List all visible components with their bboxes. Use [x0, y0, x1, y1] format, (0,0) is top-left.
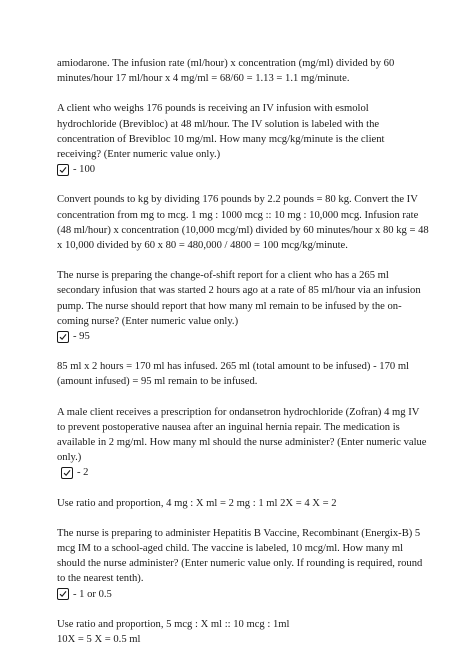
answer-text: - 1 or 0.5 — [73, 588, 112, 600]
explanation-hepatitis-b — [57, 617, 429, 647]
question-hepatitis-b: The nurse is preparing to administer Hepatitis B Vaccine, Recombinant (Energix-B) 5 mcg IM to a school-aged child. The vaccine is labeled, 10 mcg/ml. How many ml should the nurse administer? (Enter numeric value only. If rounding is required, round to the nearest tenth). — [57, 527, 423, 585]
question-ondansetron: A male client receives a prescription for ondansetron hydrochloride (Zofran) 4 mg IV to prevent postoperative nausea after an inguinal hernia repair. The medication is available in 2 mg/ml. How many ml should the nurse administer? (Enter numeric value only.) — [57, 406, 427, 464]
explanation-ondansetron: Use ratio and proportion, 4 mg : X ml = 2 mg : 1 ml 2X = 4 X = 2 — [57, 497, 337, 509]
paragraph-amiodarone-explanation: amiodarone. The infusion rate (ml/hour) x concentration (mg/ml) divided by 60 minutes/hour 17 ml/hour x 4 mg/ml = 68/60 = 1.13 = 1.1 mg/minute. — [57, 58, 395, 85]
answer-ondansetron — [57, 465, 429, 480]
answer-esmolol — [57, 162, 429, 177]
explanation-secondary-infusion: 85 ml x 2 hours = 170 ml has infused. 265 ml (total amount to be infused) - 170 ml (amount infused) = 95 ml remain to be infused. — [57, 361, 409, 388]
checkbox-check-icon — [61, 467, 73, 479]
answer-hepatitis-b — [57, 587, 429, 602]
explanation-line: 10X = 5 X = 0.5 ml — [57, 634, 141, 646]
explanation-esmolol: Convert pounds to kg by dividing 176 pounds by 2.2 pounds = 80 kg. Convert the IV concentration from mg to mcg. 1 mg : 1000 mcg :: 10 mg : 10,000 mcg. Infusion rate (48 ml/hour) x concentration (10,000 mcg/ml) divided by 60 minutes/hour x 80 kg = 48 x 10,000 divided by 60 x 80 = 480,000 / 4800 = 100 mcg/kg/minute. — [57, 194, 429, 252]
checkbox-check-icon — [57, 588, 69, 600]
question-esmolol: A client who weighs 176 pounds is receiving an IV infusion with esmolol hydrochloride (Brevibloc) at 48 ml/hour. The IV solution is labeled with the concentration of Brevibloc 10 mg/ml. How many mcg/kg/minute is the client receiving? (Enter numeric value only.) — [57, 103, 385, 161]
answer-secondary-infusion — [57, 329, 429, 344]
answer-text: - 100 — [73, 164, 96, 176]
question-secondary-infusion: The nurse is preparing the change-of-shift report for a client who has a 265 ml secondary infusion that was started 2 hours ago at a rate of 85 ml/hour via an infusion pump. The nurse should report that how many ml remain to be infused by the on-coming nurse? (Enter numeric value only.) — [57, 270, 421, 327]
checkbox-check-icon — [57, 331, 69, 343]
checkbox-check-icon — [57, 164, 69, 176]
answer-text: - 95 — [73, 331, 90, 343]
answer-text: - 2 — [77, 467, 89, 479]
document-body — [57, 56, 429, 647]
explanation-line: Use ratio and proportion, 5 mcg : X ml :: 10 mcg : 1ml — [57, 618, 290, 630]
